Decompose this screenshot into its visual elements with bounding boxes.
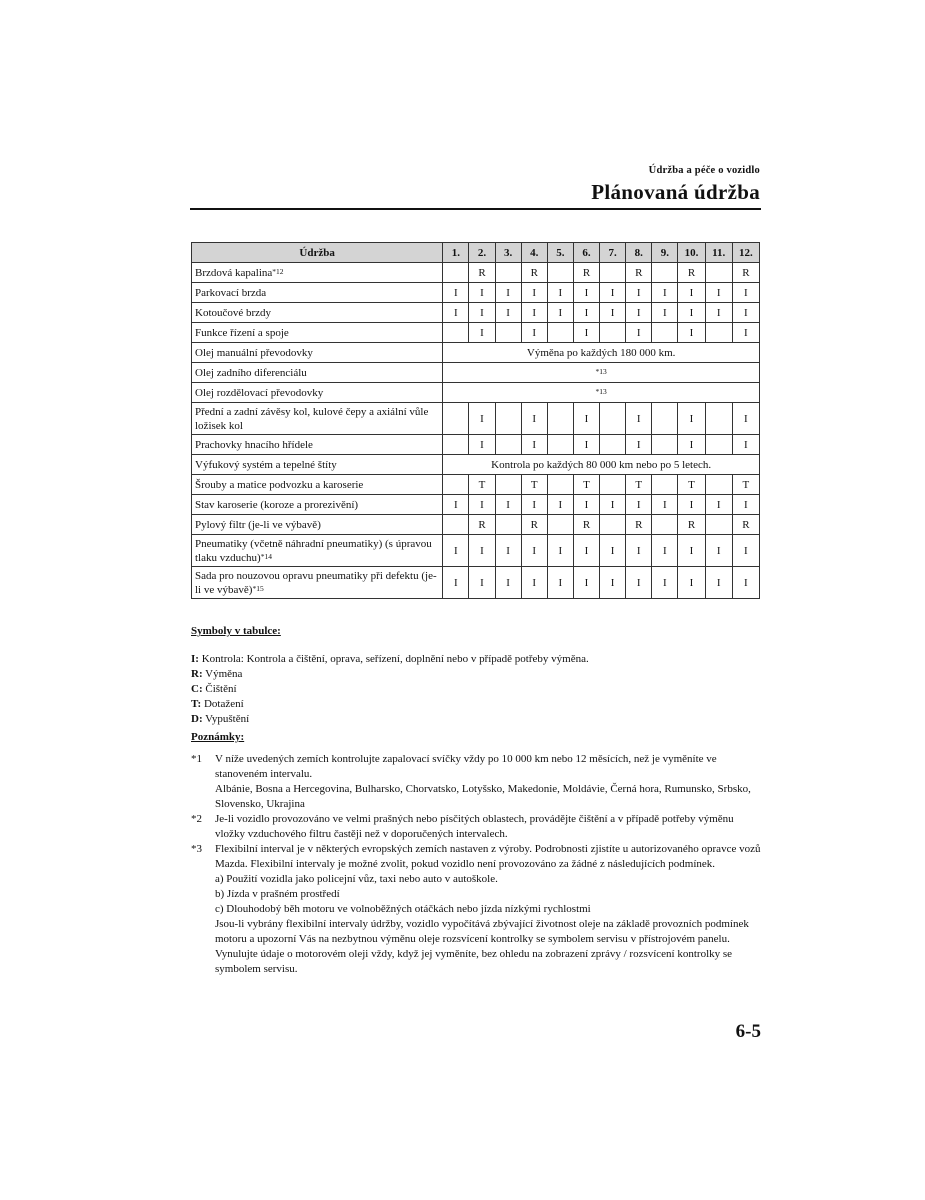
row-item-cell [192,343,443,363]
interval-cell: I [732,403,759,435]
interval-cell: I [705,283,732,303]
symbol-text: Vypuštění [202,713,250,725]
interval-cell: I [573,403,599,435]
interval-cell: I [521,495,547,515]
footnote-ref: *13 [595,366,607,376]
interval-cell: I [705,535,732,567]
interval-cell [495,263,521,283]
interval-cell: I [600,535,626,567]
interval-cell [547,515,573,535]
interval-cell: R [732,263,759,283]
interval-cell: I [626,435,652,455]
row-item-label: Parkovací brzda [195,286,267,299]
row-item-cell [192,403,443,435]
interval-cell: R [573,263,599,283]
interval-cell [705,435,732,455]
interval-cell: I [705,567,732,599]
interval-cell: I [626,283,652,303]
interval-cell: I [469,403,495,435]
interval-cell: T [469,475,495,495]
row-item-cell [192,515,443,535]
interval-cell: I [600,495,626,515]
table-header-row [192,243,760,263]
interval-cell: I [521,535,547,567]
symbol-item [191,712,766,727]
page-title: Plánovaná údržba [591,180,760,204]
interval-cell: I [521,303,547,323]
span-cell [443,363,760,383]
interval-cell [652,435,678,455]
symbol-text: Dotažení [201,698,244,710]
table-row [192,535,760,567]
interval-cell [547,403,573,435]
row-item-label: Olej zadního diferenciálu [195,366,307,379]
note-line: b) Jízda v prašném prostředí [215,888,340,900]
interval-cell: I [547,535,573,567]
interval-cell: I [678,323,705,343]
interval-cell: I [443,567,469,599]
symbol-item [191,697,766,712]
interval-cell [495,475,521,495]
interval-cell: I [678,535,705,567]
column-header-item: Údržba [192,243,443,263]
interval-cell: I [732,495,759,515]
table-row [192,403,760,435]
column-header-interval: 8. [626,243,652,263]
interval-cell: I [495,495,521,515]
note-line: Je-li vozidlo provozováno ve velmi prašných nebo písčitých oblastech, provádějte čištění a v případě potřeby výměnu vložky vzduchového filtru častěji než v doporučených intervalech. [215,813,734,840]
interval-cell: I [626,303,652,323]
interval-cell: I [573,567,599,599]
interval-cell: I [443,535,469,567]
column-header-interval: 1. [443,243,469,263]
interval-cell: I [678,303,705,323]
header-rule [190,208,761,210]
interval-cell [600,323,626,343]
row-item-label: Stav karoserie (koroze a prorezivění) [195,498,359,511]
interval-cell: I [469,435,495,455]
interval-cell: R [626,263,652,283]
interval-cell: I [732,567,759,599]
row-item-cell [192,567,443,599]
table-row [192,343,760,363]
row-item-label: Kotoučové brzdy [195,306,272,319]
interval-cell [495,435,521,455]
interval-cell: I [732,323,759,343]
note-item [191,842,766,977]
row-item-label: Výfukový systém a tepelné štíty [195,458,337,471]
interval-cell: I [495,283,521,303]
interval-cell: I [732,535,759,567]
row-item-cell [192,475,443,495]
column-header-interval: 2. [469,243,495,263]
column-header-interval: 5. [547,243,573,263]
column-header-interval: 7. [600,243,626,263]
interval-cell: I [547,303,573,323]
interval-cell [443,435,469,455]
interval-cell [600,515,626,535]
interval-cell [495,323,521,343]
row-item-cell [192,303,443,323]
interval-cell: I [732,303,759,323]
row-item-cell [192,435,443,455]
interval-cell: I [495,303,521,323]
interval-cell: I [495,535,521,567]
interval-cell [600,263,626,283]
interval-cell [443,323,469,343]
table-row [192,363,760,383]
interval-cell: I [626,403,652,435]
interval-cell: T [521,475,547,495]
interval-cell: I [678,283,705,303]
note-line: Albánie, Bosna a Hercegovina, Bulharsko, Chorvatsko, Lotyšsko, Makedonie, Moldávie, Černá hora, Rumunsko, Srbsko, Slovensko, Ukrajina [215,783,751,810]
interval-cell [600,435,626,455]
interval-cell [705,263,732,283]
interval-cell [705,475,732,495]
note-marker: *3 [191,843,202,855]
notes-list [191,752,766,977]
column-header-interval: 4. [521,243,547,263]
interval-cell [652,263,678,283]
interval-cell: I [469,567,495,599]
symbols-section [191,624,766,727]
table-row [192,303,760,323]
interval-cell: R [678,515,705,535]
footnote-ref: *14 [260,551,272,561]
interval-cell: I [732,283,759,303]
symbol-text: Výměna [202,668,243,680]
note-line: Jsou-li vybrány flexibilní intervaly údržby, vozidlo vypočítává zbývající životnost oleje na základě provozních podmínek motoru a upozorní Vás na nezbytnou výměnu oleje rozsvícení kontrolky se symbolem servisu v přístrojovém panelu. [215,918,749,945]
interval-cell: I [443,495,469,515]
row-item-cell [192,283,443,303]
span-cell: Výměna po každých 180 000 km. [443,343,760,363]
interval-cell: I [469,283,495,303]
interval-cell: I [652,535,678,567]
interval-cell: R [521,515,547,535]
interval-cell: T [732,475,759,495]
interval-cell: T [678,475,705,495]
row-item-label: Olej rozdělovací převodovky [195,386,324,399]
column-header-interval: 12. [732,243,759,263]
row-item-label: Pneumatiky (včetně náhradní pneumatiky) (s úpravou tlaku vzduchu) [195,537,432,564]
interval-cell [547,475,573,495]
interval-cell: T [626,475,652,495]
interval-cell: R [678,263,705,283]
notes-section [191,730,766,977]
note-line: Flexibilní interval je v některých evropských zemích nastaven z výroby. Podrobnosti zjistíte u autorizovaného opravce vozů Mazda. Flexibilní intervaly je možné zvolit, pokud vozidlo není provozováno za žádné z následujících podmínek. [215,843,761,870]
interval-cell: I [547,283,573,303]
interval-cell: I [521,323,547,343]
interval-cell: R [469,263,495,283]
maintenance-table [191,242,760,599]
table-row [192,323,760,343]
symbol-item [191,652,766,667]
table-row [192,567,760,599]
symbol-key: I: [191,653,199,665]
interval-cell [495,515,521,535]
note-line: Vynulujte údaje o motorovém oleji vždy, když jej vyměníte, bez ohledu na zobrazení zprávy / rozsvícení kontrolky se symbolem servisu. [215,948,733,975]
interval-cell: I [705,303,732,323]
row-item-label: Sada pro nouzovou opravu pneumatiky při defektu (je-li ve výbavě) [195,569,437,596]
interval-cell: I [600,303,626,323]
interval-cell [443,515,469,535]
row-item-cell [192,383,443,403]
interval-cell: I [626,495,652,515]
symbol-text: Čištění [202,683,237,695]
note-line: V níže uvedených zemích kontrolujte zapalovací svíčky vždy po 10 000 km nebo 12 měsících, než je vyměníte ve stanoveném intervalu. [215,753,717,780]
interval-cell: R [573,515,599,535]
interval-cell: I [521,403,547,435]
interval-cell [547,263,573,283]
interval-cell: I [521,283,547,303]
note-marker: *1 [191,753,202,765]
interval-cell: R [626,515,652,535]
row-item-cell [192,263,443,283]
table-row [192,455,760,475]
interval-cell [547,435,573,455]
row-item-label: Brzdová kapalina [195,266,273,279]
interval-cell: I [652,283,678,303]
interval-cell [652,475,678,495]
interval-cell [547,323,573,343]
interval-cell: I [600,567,626,599]
interval-cell: I [443,283,469,303]
row-item-cell [192,535,443,567]
column-header-interval: 3. [495,243,521,263]
interval-cell: I [469,323,495,343]
interval-cell: I [547,567,573,599]
page-header [190,165,760,205]
row-item-label: Šrouby a matice podvozku a karoserie [195,478,364,491]
page-number: 6-5 [735,1021,761,1042]
row-item-label: Olej manuální převodovky [195,346,313,359]
interval-cell: I [443,303,469,323]
symbol-key: R: [191,668,203,680]
interval-cell: I [469,535,495,567]
interval-cell: I [678,403,705,435]
table-row [192,383,760,403]
interval-cell [652,403,678,435]
interval-cell: I [547,495,573,515]
interval-cell [600,403,626,435]
span-cell: Kontrola po každých 80 000 km nebo po 5 letech. [443,455,760,475]
note-item [191,812,766,842]
interval-cell: I [732,435,759,455]
interval-cell: I [573,535,599,567]
interval-cell: I [495,567,521,599]
interval-cell: I [652,495,678,515]
interval-cell [652,323,678,343]
interval-cell: I [652,567,678,599]
symbols-list [191,652,766,727]
interval-cell: R [469,515,495,535]
interval-cell: I [469,495,495,515]
interval-cell: I [521,567,547,599]
row-item-cell [192,455,443,475]
row-item-label: Pylový filtr (je-li ve výbavě) [195,518,321,531]
table-row [192,475,760,495]
note-line: a) Použití vozidla jako policejní vůz, taxi nebo auto v autoškole. [215,873,498,885]
interval-cell: T [573,475,599,495]
interval-cell: R [521,263,547,283]
interval-cell: I [573,303,599,323]
interval-cell [600,475,626,495]
symbols-heading: Symboly v tabulce: [191,625,281,637]
row-item-cell [192,323,443,343]
column-header-interval: 10. [678,243,705,263]
interval-cell: I [573,283,599,303]
interval-cell: I [626,567,652,599]
row-item-label: Přední a zadní závěsy kol, kulové čepy a axiální vůle ložisek kol [195,405,429,432]
table-row [192,495,760,515]
symbol-text: Kontrola: Kontrola a čištění, oprava, seřízení, doplnění nebo v případě potřeby výměna. [198,653,589,665]
symbol-item [191,667,766,682]
interval-cell [443,475,469,495]
interval-cell: I [521,435,547,455]
row-item-label: Funkce řízení a spoje [195,326,289,339]
interval-cell: I [678,495,705,515]
interval-cell: I [469,303,495,323]
interval-cell: I [573,435,599,455]
note-marker: *2 [191,813,202,825]
table-row [192,515,760,535]
interval-cell: I [573,323,599,343]
note-line: c) Dlouhodobý běh motoru ve volnoběžných otáčkách nebo jízda nízkými rychlostmi [215,903,591,915]
column-header-interval: 11. [705,243,732,263]
symbol-item [191,682,766,697]
footnote-ref: *13 [595,386,607,396]
interval-cell [705,403,732,435]
table-row [192,283,760,303]
interval-cell: I [600,283,626,303]
footnote-ref: *12 [272,266,284,276]
table-row [192,263,760,283]
interval-cell: I [626,323,652,343]
symbol-key: T: [191,698,202,710]
interval-cell [495,403,521,435]
notes-heading: Poznámky: [191,731,245,743]
interval-cell [443,403,469,435]
column-header-interval: 6. [573,243,599,263]
footnote-ref: *15 [252,583,264,593]
span-cell [443,383,760,403]
row-item-label: Prachovky hnacího hřídele [195,438,313,451]
interval-cell [705,515,732,535]
interval-cell [652,515,678,535]
interval-cell: I [678,435,705,455]
symbol-key: D: [191,713,203,725]
interval-cell: I [678,567,705,599]
row-item-cell [192,495,443,515]
interval-cell: I [626,535,652,567]
note-item [191,752,766,812]
row-item-cell [192,363,443,383]
interval-cell: I [652,303,678,323]
interval-cell [705,323,732,343]
symbol-key: C: [191,683,203,695]
section-title: Údržba a péče o vozidlo [648,165,760,176]
interval-cell: I [573,495,599,515]
table-row [192,435,760,455]
interval-cell [443,263,469,283]
interval-cell: I [705,495,732,515]
interval-cell: R [732,515,759,535]
column-header-interval: 9. [652,243,678,263]
